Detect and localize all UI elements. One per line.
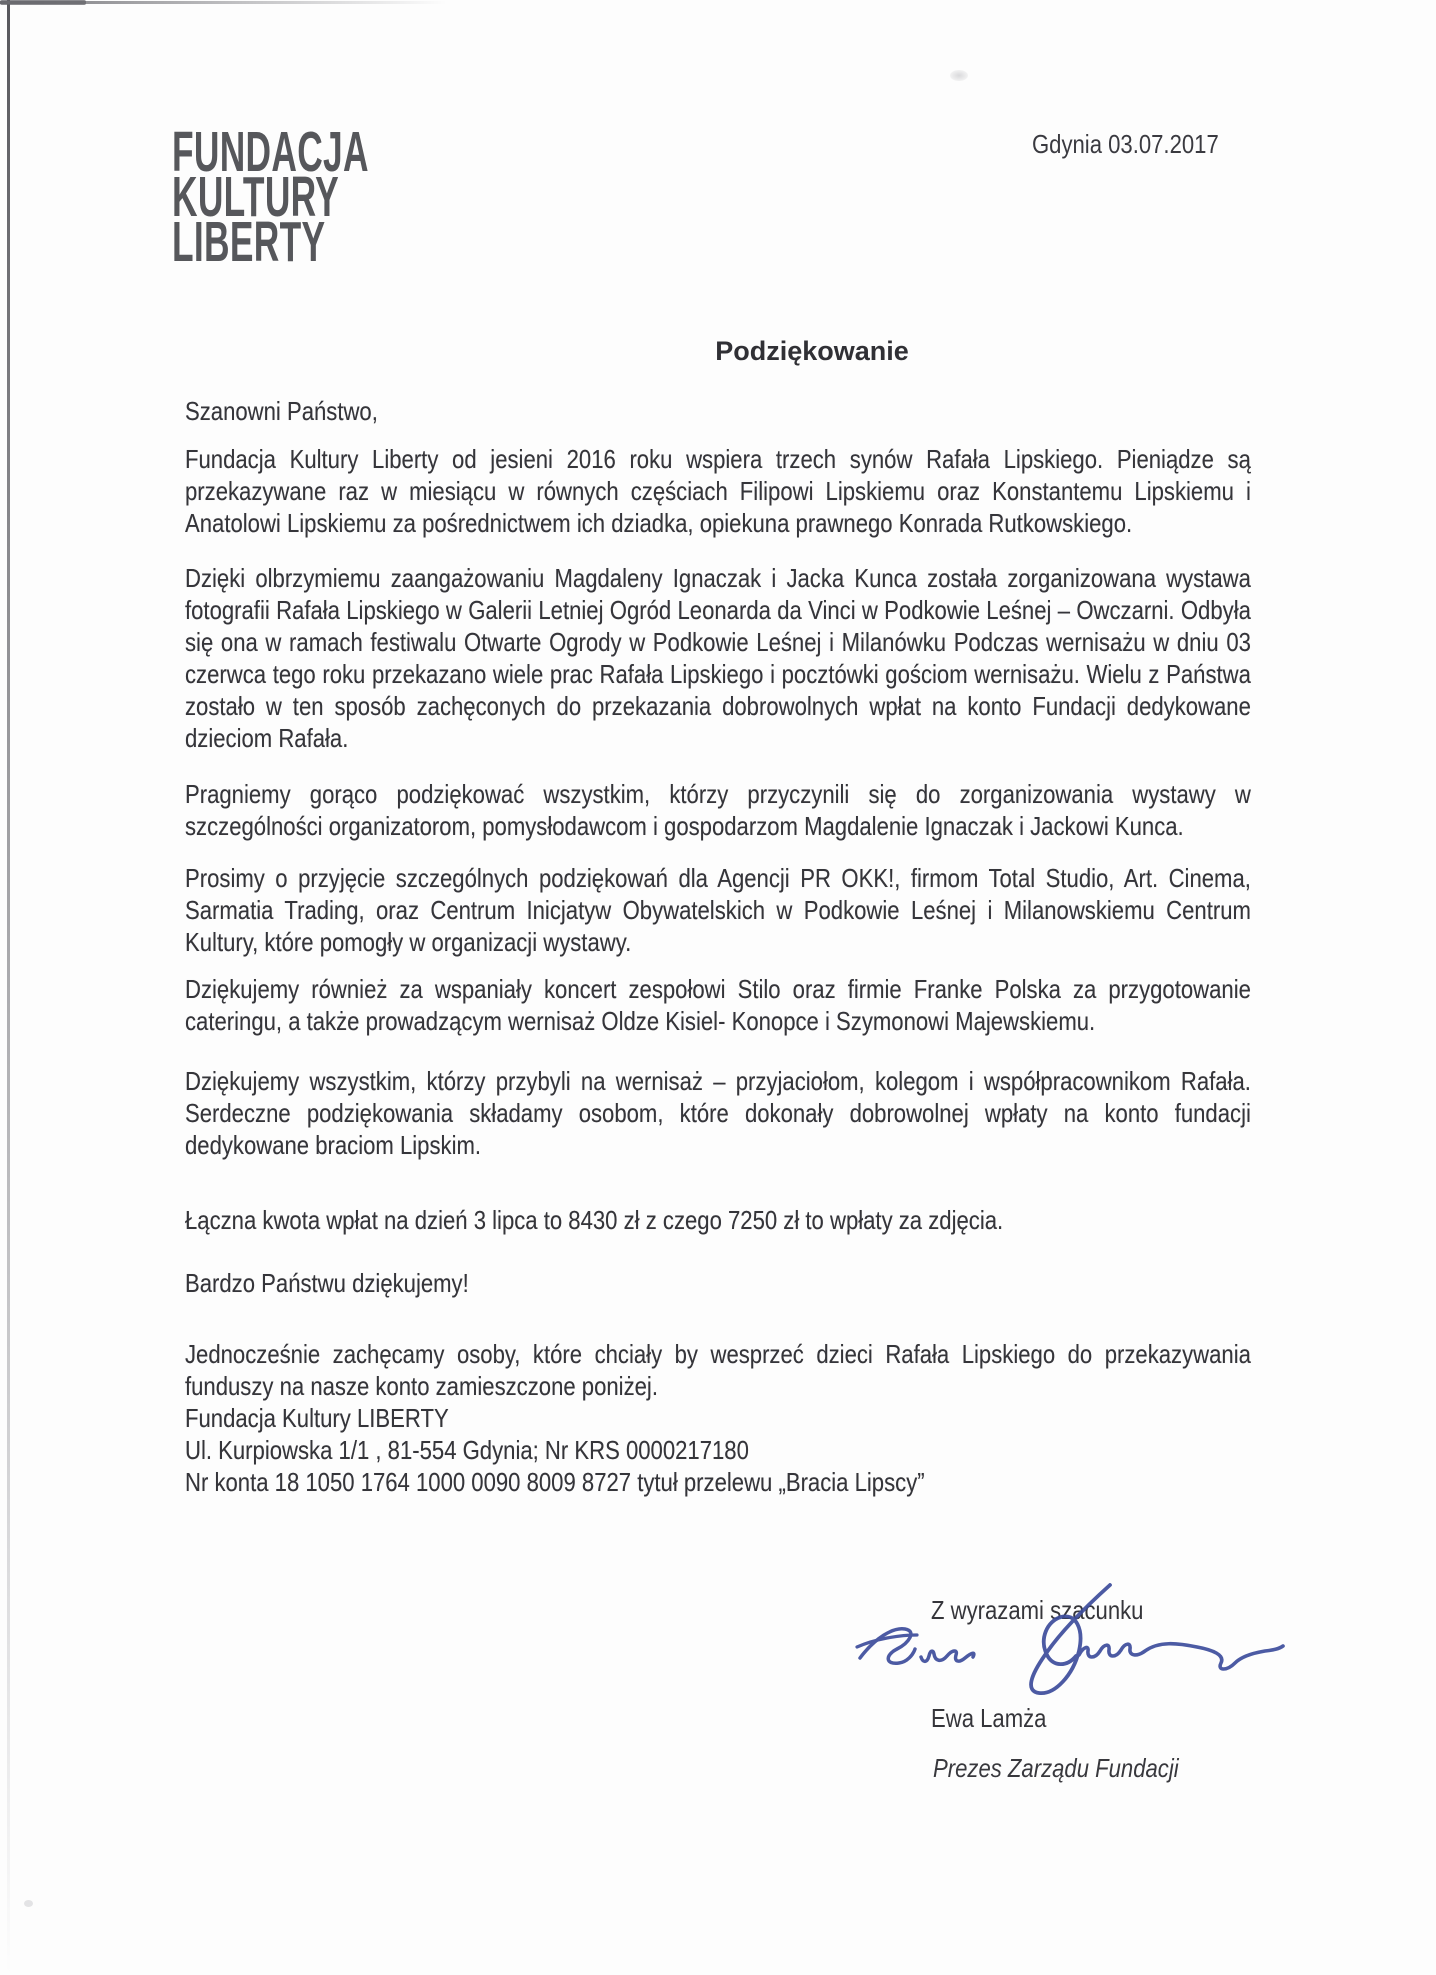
signoff-block (931, 1595, 1391, 1865)
scan-artifact-top-corner (0, 0, 86, 5)
scan-artifact-top-edge (0, 1, 720, 4)
salutation: Szanowni Państwo, (185, 396, 378, 426)
paragraph-6: Dziękujemy wszystkim, którzy przybyli na wernisaż – przyjaciołom, kolegom i współpracownikom Rafała. Serdeczne podziękowania składamy osobom, które dokonały dobrowolnej wpłaty na konto fundacji dedykowane braciom Lipskim. (185, 1066, 1251, 1160)
scan-smudge (950, 70, 968, 81)
signer-title: Prezes Zarządu Fundacji (933, 1753, 1179, 1783)
paragraph-7: Łączna kwota wpłat na dzień 3 lipca to 8430 zł z czego 7250 zł to wpłaty za zdjęcia. (185, 1205, 1004, 1235)
paragraph-2: Dzięki olbrzymiemu zaangażowaniu Magdaleny Ignaczak i Jacka Kunca została zorganizowana wystawa fotografii Rafała Lipskiego w Galerii Letniej Ogród Leonarda da Vinci w Podkowie Leśnej – Owczarni. Odbyła się ona w ramach festiwalu Otwarte Ogrody w Podkowie Leśnej i Milanówku Podczas wernisażu w dniu 03 czerwca tego roku przekazano wiele prac Rafała Lipskiego i pocztówki gościom wernisażu. Wielu z Państwa zostało w ten sposób zachęconych do przekazania dobrowolnych wpłat na konto Fundacji dedykowane dzieciom Rafała. (185, 563, 1251, 753)
address-line-3: Nr konta 18 1050 1764 1000 0090 8009 8727 tytuł przelewu „Bracia Lipscy” (185, 1467, 925, 1497)
paragraph-1: Fundacja Kultury Liberty od jesieni 2016 roku wspiera trzech synów Rafała Lipskiego. Pieniądze są przekazywane raz w miesiącu w równych częściach Filipowi Lipskiemu oraz Konstantemu Lipskiemu i Anatolowi Lipskiemu za pośrednictwem ich dziadka, opiekuna prawnego Konrada Rutkowskiego. (185, 444, 1251, 538)
paragraph-4: Prosimy o przyjęcie szczególnych podziękowań dla Agencji PR OKK!, firmom Total Studio, Art. Cinema, Sarmatia Trading, oraz Centrum Inicjatyw Obywatelskich w Podkowie Leśnej i Milanowskiemu Centrum Kultury, które pomogły w organizacji wystawy. (185, 863, 1251, 957)
letter-body (185, 395, 1436, 1498)
address-line-1: Fundacja Kultury LIBERTY (185, 1403, 449, 1433)
paragraph-3: Pragniemy gorąco podziękować wszystkim, którzy przyczynili się do zorganizowania wystawy w szczególności organizatorom, pomysłodawcom i gospodarzom Magdalenie Ignaczak i Jackowi Kunca. (185, 779, 1251, 841)
closing-line: Z wyrazami szacunku (931, 1595, 1144, 1625)
letter-title: Podziękowanie (715, 336, 909, 366)
paragraph-5: Dziękujemy również za wspaniały koncert zespołowi Stilo oraz firmie Franke Polska za przygotowanie cateringu, a także prowadzącym wernisaż Oldze Kisiel- Konopce i Szymonowi Majewskiemu. (185, 974, 1251, 1036)
logo-line-3: LIBERTY (172, 210, 326, 274)
logo-line-1: FUNDACJA (172, 120, 369, 184)
letter-paragraphs (185, 443, 1251, 1402)
letter-date: Gdynia 03.07.2017 (1032, 129, 1219, 159)
address-block (185, 1402, 1251, 1498)
logo-line-2: KULTURY (172, 165, 340, 229)
paragraph-8: Bardzo Państwu dziękujemy! (185, 1268, 469, 1298)
scan-speck (24, 1900, 33, 1907)
foundation-logo (172, 120, 369, 274)
paragraph-9: Jednocześnie zachęcamy osoby, które chciały by wesprzeć dzieci Rafała Lipskiego do przekazywania funduszy na nasze konto zamieszczone poniżej. (185, 1339, 1251, 1401)
scan-artifact-left-edge (7, 0, 10, 1975)
address-line-2: Ul. Kurpiowska 1/1 , 81-554 Gdynia; Nr KRS 0000217180 (185, 1435, 749, 1465)
signer-name: Ewa Lamża (931, 1703, 1047, 1733)
